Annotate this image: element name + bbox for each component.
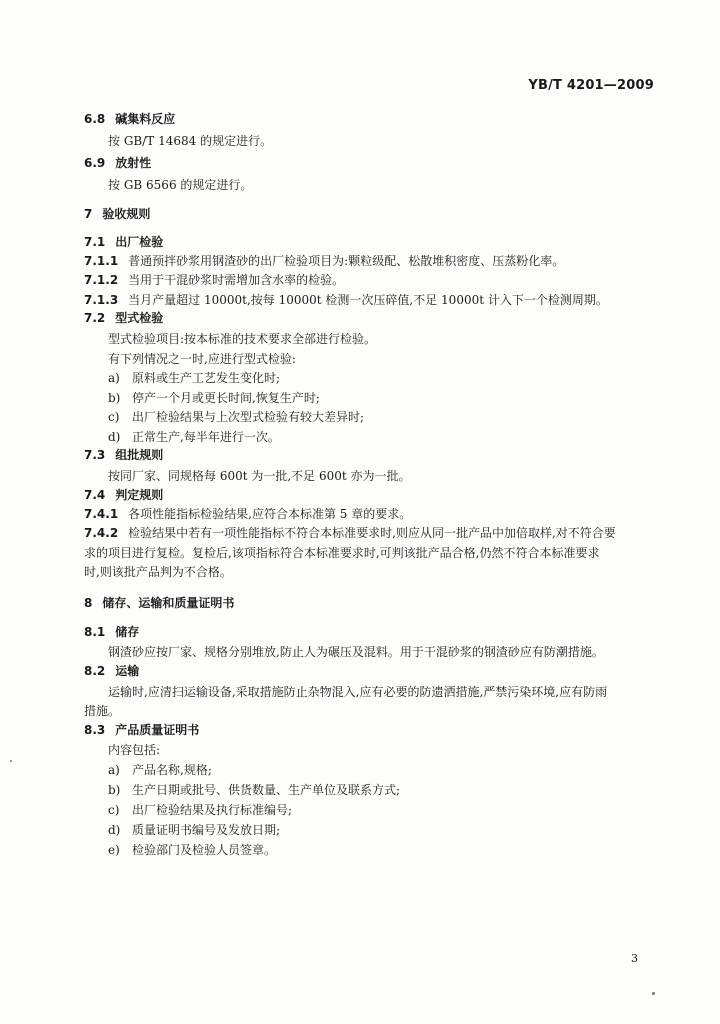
- list-item-label: d): [108, 430, 121, 444]
- chapter-8-heading: [84, 595, 234, 611]
- list-item-text: 生产日期或批号、供货数量、生产单位及联系方式;: [132, 783, 401, 797]
- section-number: 8.3: [84, 723, 106, 737]
- section-number: 8.1: [84, 625, 106, 639]
- section-number: 7.3: [84, 448, 106, 462]
- page-number: 3: [631, 952, 638, 965]
- section-title: 储存: [115, 625, 140, 639]
- list-item: [108, 429, 280, 445]
- section-number: 6.8: [84, 112, 106, 126]
- list-item-text: 出厂检验结果及执行标准编号;: [132, 803, 293, 817]
- section-number: 7.1: [84, 235, 106, 249]
- clause-number: 7.1.3: [84, 293, 119, 307]
- chapter-number: 7: [84, 207, 93, 221]
- clause-number: 7.1.1: [84, 254, 119, 268]
- list-item: [108, 409, 364, 425]
- section-7-3-text: 按同厂家、同规格每 600t 为一批,不足 600t 亦为一批。: [108, 469, 411, 483]
- section-number: 6.9: [84, 156, 106, 170]
- list-item-label: a): [108, 371, 120, 385]
- list-item-label: b): [108, 783, 121, 797]
- clause-number: 7.4.2: [84, 526, 119, 540]
- section-8-2-line-1: 运输时,应清扫运输设备,采取措施防止杂物混入,应有必要的防遗洒措施,严禁污染环境,应有防雨: [108, 685, 608, 699]
- list-item-label: c): [108, 410, 120, 424]
- clause-7-4-2-line-3: 时,则该批产品判为不合格。: [84, 565, 232, 579]
- list-item: [108, 842, 276, 858]
- clause-text: 普通预拌砂浆用钢渣砂的出厂检验项目为:颗粒级配、松散堆积密度、压蒸粉化率。: [128, 254, 565, 268]
- clause-number: 7.1.2: [84, 273, 119, 287]
- section-number: 7.2: [84, 311, 106, 325]
- section-8-3-heading: [84, 722, 199, 738]
- list-item: [108, 390, 320, 406]
- section-7-2-paragraph-2: 有下列情况之一时,应进行型式检验:: [108, 352, 296, 366]
- list-item-text: 正常生产,每半年进行一次。: [132, 430, 280, 444]
- list-item-text: 产品名称,规格;: [132, 763, 212, 777]
- section-8-2-line-2: 措施。: [84, 704, 121, 718]
- list-item: [108, 782, 400, 798]
- clause-text: 当月产量超过 10000t,按每 10000t 检测一次压碎值,不足 10000t 计入下一个检测周期。: [128, 293, 608, 307]
- list-item-label: a): [108, 763, 120, 777]
- chapter-number: 8: [84, 596, 93, 610]
- clause-7-4-2-line-1: [84, 525, 616, 541]
- chapter-title: 储存、运输和质量证明书: [102, 596, 235, 610]
- section-7-1-heading: [84, 234, 163, 250]
- section-title: 型式检验: [115, 311, 164, 325]
- clause-7-4-2-line-2: 求的项目进行复检。复检后,该项指标符合本标准要求时,可判该批产品合格,仍然不符合本标准要求: [84, 546, 600, 560]
- list-item-text: 出厂检验结果与上次型式检验有较大差异时;: [132, 410, 365, 424]
- list-item: [108, 762, 212, 778]
- clause-number: 7.4.1: [84, 507, 119, 521]
- section-8-1-text: 钢渣砂应按厂家、规格分别堆放,防止人为碾压及混料。用于干混砂浆的钢渣砂应有防潮措施。: [108, 645, 604, 659]
- section-title: 运输: [115, 664, 140, 678]
- clause-text: 检验结果中若有一项性能指标不符合本标准要求时,则应从同一批产品中加倍取样,对不符合要: [128, 526, 616, 540]
- clause-7-1-1: [84, 253, 564, 269]
- section-6-9-heading: [84, 155, 151, 171]
- section-8-3-intro: 内容包括:: [108, 743, 161, 757]
- list-item: [108, 370, 280, 386]
- section-8-1-heading: [84, 624, 139, 640]
- clause-7-4-1: [84, 506, 411, 522]
- list-item-text: 停产一个月或更长时间,恢复生产时;: [132, 391, 320, 405]
- clause-text: 当用于干混砂浆时需增加含水率的检验。: [128, 273, 345, 287]
- section-title: 出厂检验: [115, 235, 164, 249]
- section-6-8-heading: [84, 111, 175, 127]
- chapter-7-heading: [84, 206, 150, 222]
- list-item-text: 检验部门及检验人员签章。: [132, 843, 277, 857]
- standard-code: YB/T 4201—2009: [528, 78, 654, 93]
- section-7-2-heading: [84, 310, 163, 326]
- chapter-title: 验收规则: [102, 207, 151, 221]
- clause-7-1-3: [84, 292, 608, 308]
- section-title: 放射性: [115, 156, 152, 170]
- clause-text: 各项性能指标检验结果,应符合本标准第 5 章的要求。: [128, 507, 412, 521]
- section-6-8-text: 按 GB/T 14684 的规定进行。: [108, 134, 273, 148]
- list-item-label: c): [108, 803, 120, 817]
- section-number: 7.4: [84, 488, 106, 502]
- scan-speck: [652, 992, 655, 995]
- section-title: 组批规则: [115, 448, 164, 462]
- clause-7-1-2: [84, 272, 344, 288]
- section-title: 判定规则: [115, 488, 164, 502]
- list-item: [108, 802, 292, 818]
- list-item-label: d): [108, 823, 121, 837]
- section-title: 碱集料反应: [115, 112, 176, 126]
- list-item-text: 原料或生产工艺发生变化时;: [132, 371, 281, 385]
- section-7-4-heading: [84, 487, 163, 503]
- section-7-2-paragraph-1: 型式检验项目:按本标准的技术要求全部进行检验。: [108, 332, 377, 346]
- list-item-label: e): [108, 843, 120, 857]
- list-item: [108, 822, 280, 838]
- section-6-9-text: 按 GB 6566 的规定进行。: [108, 178, 253, 192]
- list-item-text: 质量证明书编号及发放日期;: [132, 823, 281, 837]
- section-8-2-heading: [84, 663, 139, 679]
- section-7-3-heading: [84, 447, 163, 463]
- list-item-label: b): [108, 391, 121, 405]
- section-title: 产品质量证明书: [115, 723, 200, 737]
- section-number: 8.2: [84, 664, 106, 678]
- scan-speck: [10, 760, 12, 762]
